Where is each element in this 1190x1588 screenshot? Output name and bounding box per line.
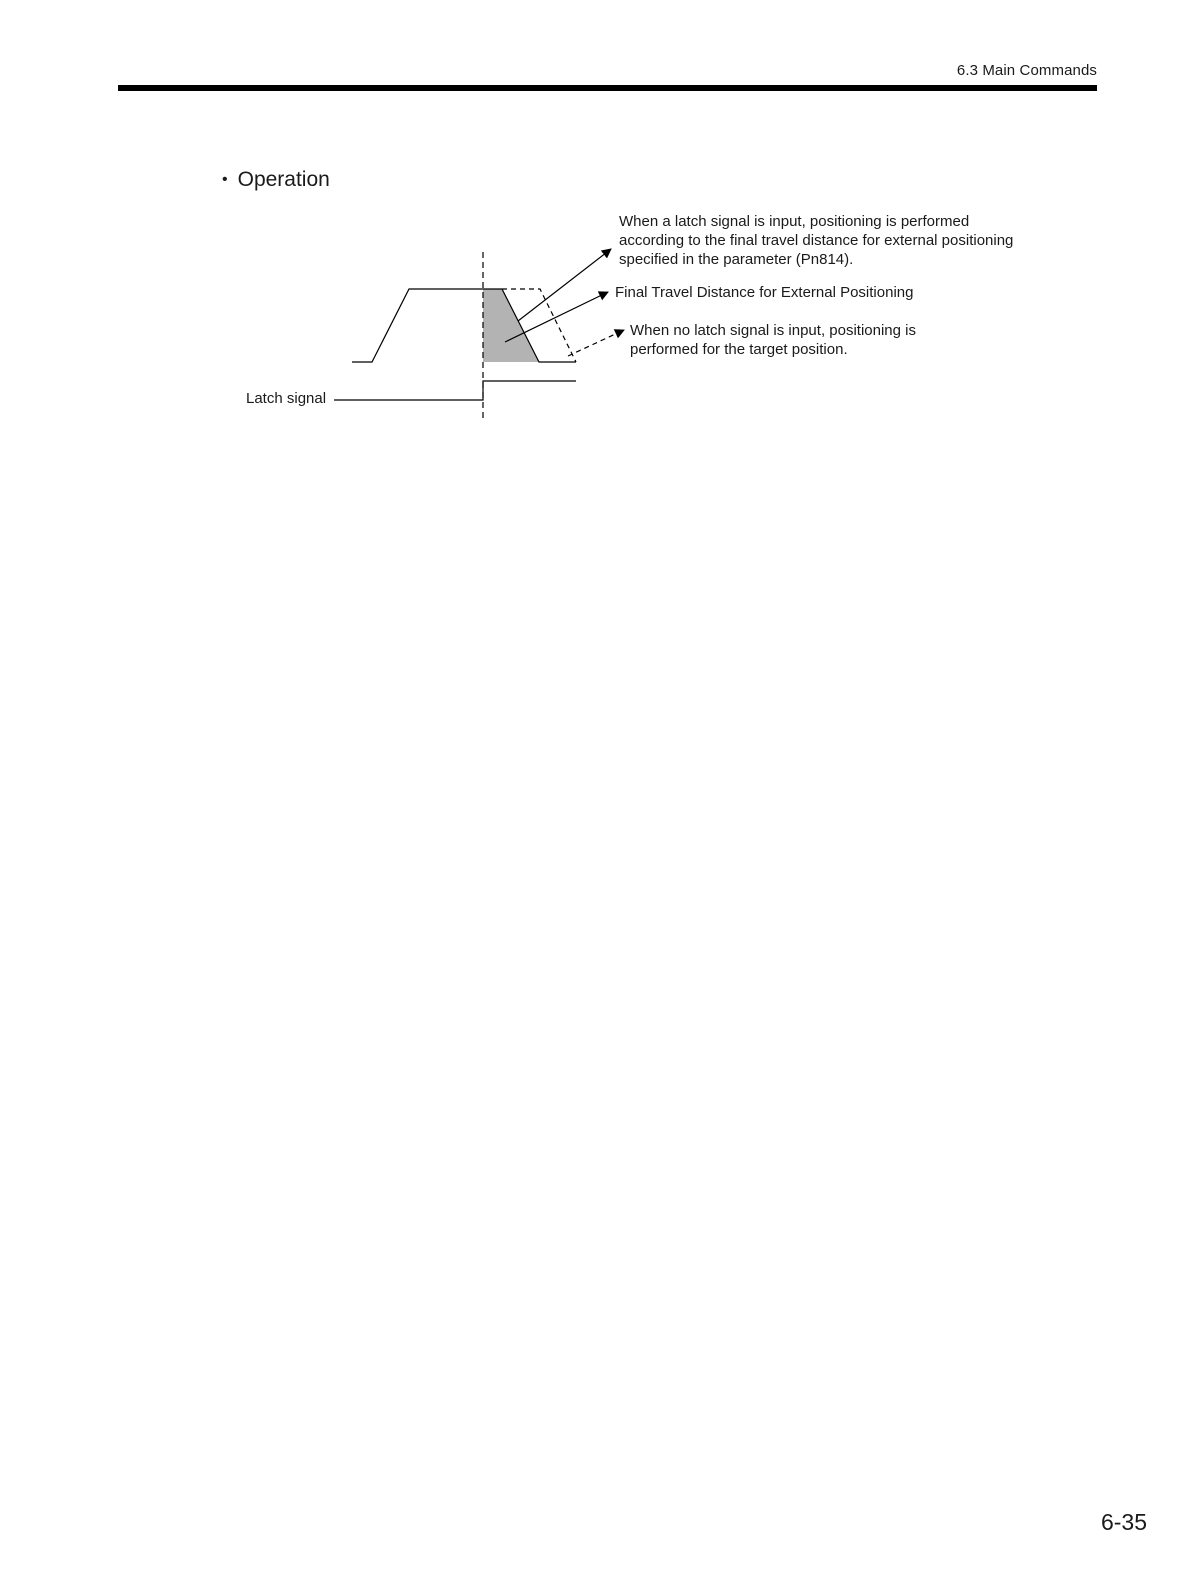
latch-input-caption: When a latch signal is input, positioning is performed according to the final travel distance for external positioning specified in the parameter (Pn814). — [619, 213, 1014, 268]
section-title: 6.3 Main Commands — [956, 62, 1097, 79]
latch-signal-label: Latch signal — [246, 390, 327, 407]
bullet-icon: • — [222, 171, 228, 188]
no-latch-caption: When no latch signal is input, positioning is performed for the target position. — [630, 322, 916, 358]
speed-profile-line — [352, 289, 576, 362]
latch-caption-arrow — [518, 249, 611, 321]
final-travel-area — [483, 289, 539, 362]
page-number: 6-35 — [1100, 1509, 1147, 1535]
heading-text: Operation — [237, 168, 330, 191]
no-latch-arrow — [568, 330, 624, 356]
final-travel-caption: Final Travel Distance for External Positioning — [615, 284, 914, 301]
latch-signal-step — [334, 381, 576, 400]
final-travel-arrow — [505, 292, 608, 342]
